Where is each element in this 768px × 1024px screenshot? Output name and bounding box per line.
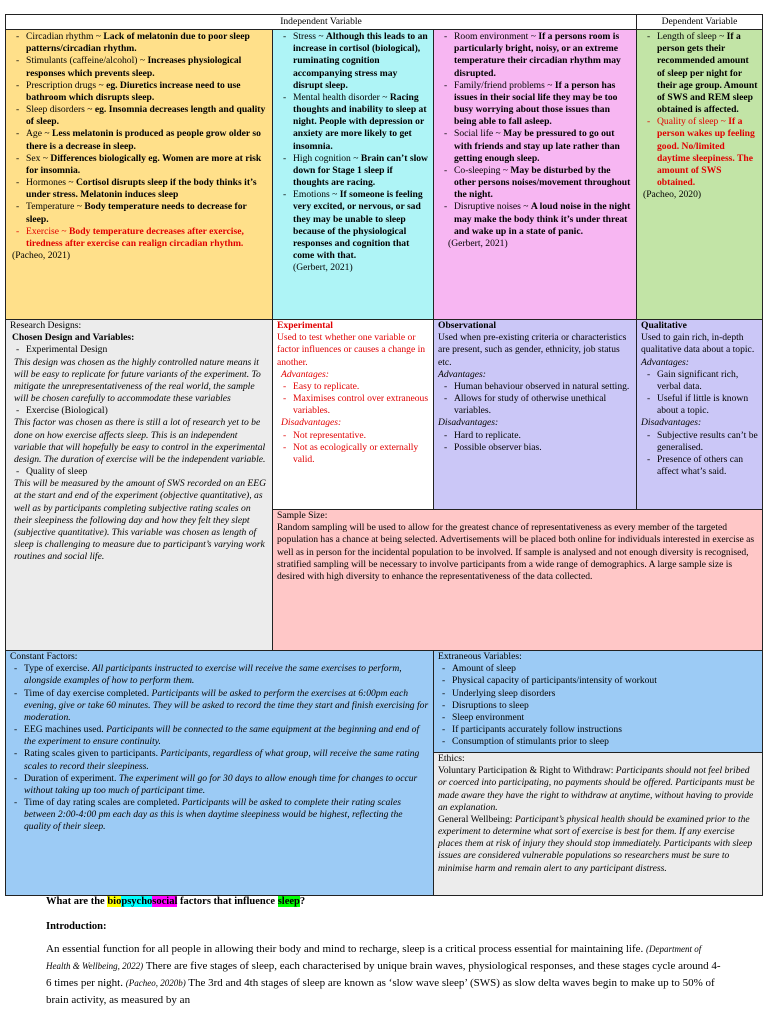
list-item: - High cognition ~ Brain can’t slow down for Stage 1 sleep if thoughts are racing. xyxy=(293,153,429,190)
independent-variable-header: Independent Variable xyxy=(5,14,637,30)
list-item: - Underlying sleep disorders xyxy=(452,688,758,700)
extraneous-variables-list xyxy=(438,663,758,748)
list-item: - Disruptions to sleep xyxy=(452,700,758,712)
list-item: - Time of day rating scales are completed. Participants will be asked to complete their rating scales between 2:00-4:00 pm each day as this is when daytime sleepiness would be highest, reflecting the quality of their sleep. xyxy=(24,797,429,834)
research-designs-label: Research Designs: xyxy=(10,320,82,331)
list-item: - Sex ~ Differences biologically eg. Women are more at risk for insomnia. xyxy=(26,153,268,177)
disadvantages-label: Disadvantages: xyxy=(641,417,702,429)
citation: (Pacheo, 2021) xyxy=(12,250,71,262)
constant-factors-list xyxy=(10,663,429,833)
qualitative-description: Used to gain rich, in-depth qualitative data about a topic. xyxy=(641,332,755,356)
list-item: - Stimulants (caffeine/alcohol) ~ Increases physiological responses which prevents sleep. xyxy=(26,55,268,79)
list-item: - Possible observer bias. xyxy=(454,442,632,454)
observational-title: Observational xyxy=(438,320,497,331)
list-item: - Presence of others can affect what’s said. xyxy=(657,454,758,478)
social-factors-cell xyxy=(433,29,637,320)
exercise-factor-item: - Exercise ~ Body temperature decreases after exercise, tiredness after exercise can realign circadian rhythm. xyxy=(26,226,268,250)
list-item: - Stress ~ Although this leads to an increase in cortisol (biological), ruminating cognition accompanying stress may disrupt sleep. xyxy=(293,31,429,92)
sample-size-cell xyxy=(272,509,763,651)
citation: (Pacheo, 2020) xyxy=(643,189,702,201)
advantages-label: Advantages: xyxy=(438,368,486,380)
list-item: - Physical capacity of participants/intensity of workout xyxy=(452,675,758,687)
list-item: - Consumption of stimulants prior to sleep xyxy=(452,736,758,748)
list-item: - Quality of sleep ~ If a person wakes up feeling good. No/limited daytime sleepiness. The amount of SWS obtained. xyxy=(657,116,758,189)
psychological-factors-list xyxy=(279,31,429,262)
list-item: - Temperature ~ Body temperature needs to decrease for sleep. xyxy=(26,201,268,225)
qualitative-design-cell xyxy=(636,319,763,510)
list-item: - Type of exercise. All participants instructed to exercise will receive the same exercises to perform, alongside examples of how to perform them. xyxy=(24,663,429,687)
experimental-design-cell xyxy=(272,319,434,510)
experimental-title: Experimental xyxy=(277,320,333,331)
disadvantages-label: Disadvantages: xyxy=(281,417,342,429)
research-designs-cell xyxy=(5,319,273,651)
list-item: - If participants accurately follow instructions xyxy=(452,724,758,736)
introduction-paragraph: An essential function for all people in allowing their body and mind to recharge, sleep is a critical process essential for maintaining life. (Department of Health & Wellbeing, 2022) There are five stages of sleep, each characterised by unique brain waves, physiological responses, and these stages cycle around 4-6 times per night. (Pacheo, 2020b) The 3rd and 4th stages of sleep are known as ‘slow wave sleep’ (SWS) as slow delta waves begin to make up to 50% of brain activity, as measured by an xyxy=(46,943,721,1007)
list-item: - Rating scales given to participants. Participants, regardless of what group, will receive the same rating scales to record their sleepiness. xyxy=(24,748,429,772)
social-factors-list xyxy=(440,31,632,238)
dependent-variable-header: Dependent Variable xyxy=(636,14,763,30)
list-item: - Maximises control over extraneous variables. xyxy=(293,393,429,417)
list-item: - Human behaviour observed in natural setting. xyxy=(454,381,632,393)
list-item: - Co-sleeping ~ May be disturbed by the other persons noises/movement throughout the night. xyxy=(454,165,632,202)
disadvantages-label: Disadvantages: xyxy=(438,417,499,429)
list-item: - Not as ecologically or externally valid. xyxy=(293,442,429,466)
list-item: - Prescription drugs ~ eg. Diuretics increase need to use bathroom which disrupts sleep. xyxy=(26,80,268,104)
list-item: - Circadian rhythm ~ Lack of melatonin due to poor sleep patterns/circadian rhythm. xyxy=(26,31,268,55)
list-item: - Useful if little is known about a topic. xyxy=(657,393,758,417)
dv-rationale: This will be measured by the amount of SWS recorded on an EEG at the start and end of the experiment (objective quantitative), as well as by participants completing subjective rating scales on their sleepiness the following day and how they felt they slept (subjective quantitative). This variable was chosen as length of sleep is challenging to measure due to participant’s varying work routines and social life. xyxy=(14,478,267,563)
list-item: - Disruptive noises ~ A loud noise in the night may make the body think it’s under threat and wake up in a state of panic. xyxy=(454,201,632,238)
experimental-description: Used to test whether one variable or factor influences or causes a change in another. xyxy=(277,332,426,368)
list-item: - Emotions ~ If someone is feeling very excited, or nervous, or sad they may be unable to sleep because of the physiological responses and cognition that come with that. xyxy=(293,189,429,262)
observational-design-cell xyxy=(433,319,637,510)
list-item: - Hard to replicate. xyxy=(454,430,632,442)
list-item: - Family/friend problems ~ If a person has issues in their social life they may be too busy worrying about those issues than being able to fall asleep. xyxy=(454,80,632,129)
list-item: - Time of day exercise completed. Participants will be asked to perform the exercises at 6:00pm each evening, give or take 60 minutes. They will be asked to record the time they start and finish exercising for moderation. xyxy=(24,688,429,725)
citation: (Gerbert, 2021) xyxy=(448,237,508,249)
ethics-general-wellbeing: General Wellbeing: Participant’s physical health should be examined prior to the experiment to determine what sort of exercise is best for them. If any exercise places them at risk of injury they should stop immediately. Participants with sleep issues are considered vulnerable populations so researchers must be sure to minimise harm and remain alert to any participant distress. xyxy=(438,813,753,874)
ethics-voluntary-participation: Voluntary Participation & Right to Withdraw: Participants should not feel bribed or coerced into participating, no payments should be offered. Participants must be made aware they have the right to withdraw at anytime, without having to provide an explanation. xyxy=(438,765,755,813)
design-rationale: This design was chosen as the highly controlled nature means it will be easy to replicate for future variants of the experiment. To mitigate the unrepresentativeness of the real world, the sample will be chosen carefully to accommodate these variables xyxy=(14,356,261,405)
extraneous-variables-cell xyxy=(433,650,763,753)
list-item: - Room environment ~ If a persons room is particularly bright, noisy, or an extreme temperature their circadian rhythm may disrupted. xyxy=(454,31,632,80)
ethics-cell xyxy=(433,752,763,896)
extraneous-variables-label: Extraneous Variables: xyxy=(438,651,522,662)
qualitative-title: Qualitative xyxy=(641,320,687,331)
constant-factors-label: Constant Factors: xyxy=(10,651,78,662)
list-item: - Social life ~ May be pressured to go out with friends and stay up late rather than getting enough sleep. xyxy=(454,128,632,165)
list-item: - Quality of sleep xyxy=(26,466,268,478)
biological-factors-cell xyxy=(5,29,273,320)
list-item: - Experimental Design xyxy=(26,344,268,356)
dependent-variable-cell xyxy=(636,29,763,320)
constant-factors-cell xyxy=(5,650,434,896)
research-question: What are the biopsychosocial factors that influence sleep? xyxy=(46,896,306,907)
sample-size-label: Sample Size: xyxy=(277,510,328,521)
advantages-label: Advantages: xyxy=(281,368,329,380)
list-item: - Sleep disorders ~ eg. Insomnia decreases length and quality of sleep. xyxy=(26,104,268,128)
list-item: - Allows for study of otherwise unethical variables. xyxy=(454,393,632,417)
list-item: - Gain significant rich, verbal data. xyxy=(657,369,758,393)
list-item: - EEG machines used. Participants will be connected to the same equipment at the beginning and end of the experiment to ensure continuity. xyxy=(24,724,429,748)
iv-rationale: This factor was chosen as there is still a lot of research yet to be done on how exercise affects sleep. This is an independent variable that will hopefully be easy to control in the experimental design. The duration of exercise will be the independent variable. xyxy=(14,417,266,465)
list-item: - Duration of experiment. The experiment will go for 30 days to allow enough time for changes to occur without taking up too much of participant time. xyxy=(24,773,429,797)
advantages-label: Advantages: xyxy=(641,356,689,368)
list-item: - Mental health disorder ~ Racing thoughts and inability to sleep at night. People with depression or anxiety are more likely to get insomnia. xyxy=(293,92,429,153)
list-item: - Subjective results can’t be generalised. xyxy=(657,430,758,454)
list-item: - Amount of sleep xyxy=(452,663,758,675)
sample-size-text: Random sampling will be used to allow for the greatest chance of representativeness as every member of the targeted population has a chance at being selected. Advertisements will be placed both online for individuals interested in exercise as well as in person for the incidental population to be involved. If sample is analysed and not enough diversity is recognised, stratified sampling will be necessary to involve participants from a wide range of demographics. A large sample size is desired with high diversity to enhance the representativeness of the data collected. xyxy=(277,522,755,582)
list-item: - Hormones ~ Cortisol disrupts sleep if the body thinks it’s under stress. Melatonin induces sleep xyxy=(26,177,268,201)
list-item: - Easy to replicate. xyxy=(293,381,429,393)
ethics-label: Ethics: xyxy=(438,753,465,764)
list-item: - Sleep environment xyxy=(452,712,758,724)
biological-factors-list xyxy=(12,31,268,250)
list-item: - Not representative. xyxy=(293,430,429,442)
list-item: - Exercise (Biological) xyxy=(26,405,268,417)
observational-description: Used when pre-existing criteria or characteristics are present, such as gender, ethnicity, job status etc. xyxy=(438,332,627,368)
introduction-heading: Introduction: xyxy=(46,921,107,932)
chosen-design-title: Chosen Design and Variables: xyxy=(12,332,135,344)
list-item: - Age ~ Less melatonin is produced as people grow older so there is a decrease in sleep. xyxy=(26,128,268,152)
list-item: - Length of sleep ~ If a person gets their recommended amount of sleep per night for their age group. Amount of SWS and REM sleep obtained is affected. xyxy=(657,31,758,116)
citation: (Gerbert, 2021) xyxy=(293,262,353,274)
dependent-variable-list xyxy=(643,31,758,189)
psychological-factors-cell xyxy=(272,29,434,320)
